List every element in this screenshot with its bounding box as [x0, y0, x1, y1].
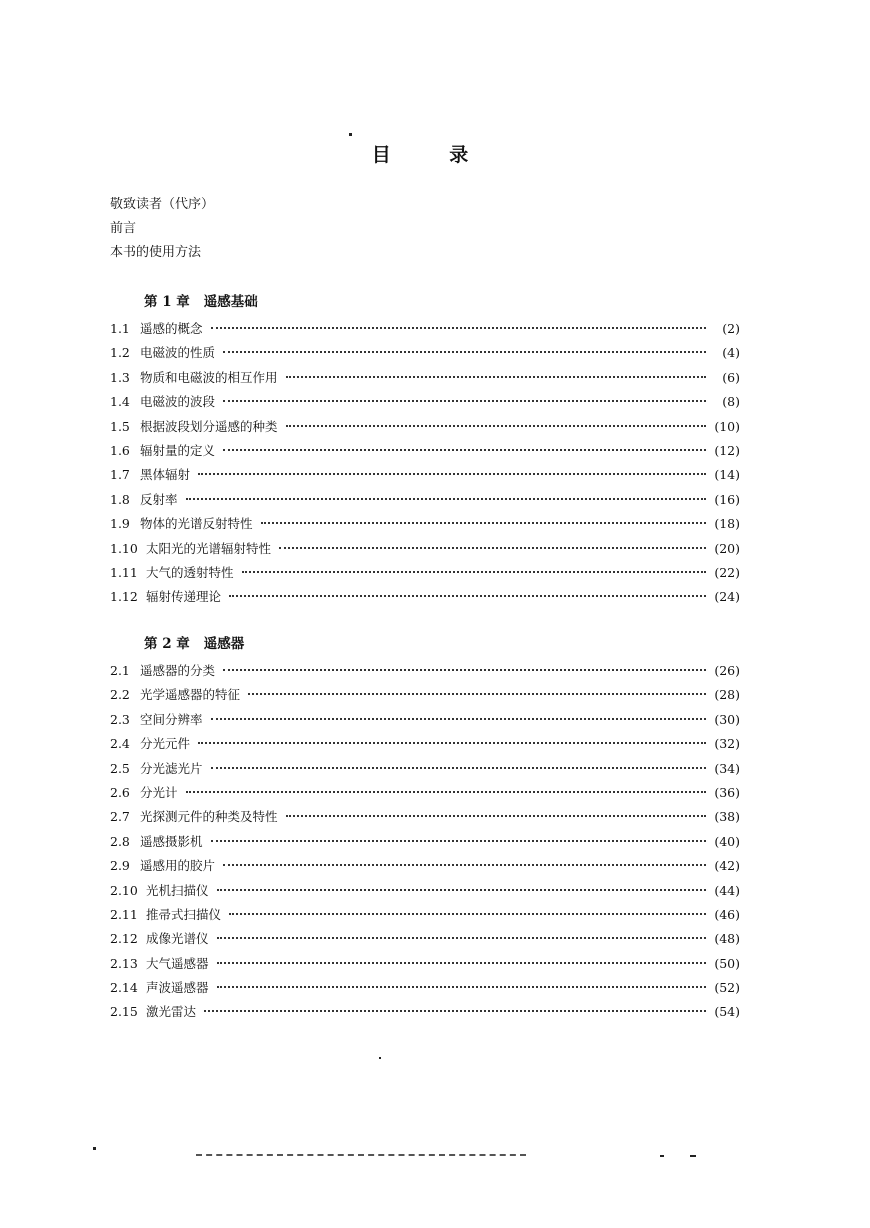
entry-number: 2.10 [110, 882, 138, 898]
entry-page: (54) [714, 1004, 740, 1020]
entry-title: 推帚式扫描仪 [146, 906, 222, 922]
scan-speck [349, 133, 352, 136]
entry-page: (30) [714, 711, 740, 727]
toc-entry[interactable] [110, 317, 740, 341]
entry-title: 成像光谱仪 [146, 931, 209, 947]
dot-leader [223, 351, 706, 353]
entry-page: (14) [714, 467, 740, 483]
dot-leader [211, 767, 706, 769]
entry-page: (2) [722, 321, 740, 336]
entry-title: 反射率 [140, 491, 178, 507]
entry-number: 1.10 [110, 540, 138, 556]
toc-entry[interactable] [110, 781, 740, 805]
entry-title: 辐射传递理论 [146, 589, 222, 605]
toc-entry[interactable] [110, 830, 740, 854]
dot-leader [217, 986, 706, 988]
dot-leader [223, 864, 706, 866]
entry-title: 电磁波的性质 [140, 345, 216, 361]
entry-number: 1.8 [110, 491, 130, 507]
toc-entry[interactable] [110, 805, 740, 829]
dot-leader [198, 742, 706, 744]
entry-title: 光机扫描仪 [146, 882, 209, 898]
entry-title: 辐射量的定义 [140, 442, 216, 458]
toc-entry[interactable] [110, 512, 740, 536]
chapter-heading [110, 632, 740, 656]
entry-page: (36) [714, 784, 740, 800]
entry-title: 遥感器的分类 [140, 663, 216, 678]
dot-leader [279, 547, 706, 549]
entry-number: 1.5 [110, 418, 130, 434]
chapter-title: 遥感基础 [203, 294, 258, 310]
entry-title: 电磁波的波段 [140, 394, 216, 410]
entry-number: 2.9 [110, 858, 130, 874]
entry-number: 2.8 [110, 833, 130, 849]
entry-number: 2.14 [110, 980, 138, 996]
dot-leader [229, 595, 706, 597]
toc-entry[interactable] [110, 1000, 740, 1024]
entry-title: 分光元件 [140, 736, 191, 752]
dot-leader [242, 571, 706, 573]
entry-page: (44) [714, 882, 740, 898]
scan-speck [660, 1155, 664, 1157]
entry-number: 1.7 [110, 467, 130, 483]
entry-number: 2.4 [110, 736, 130, 752]
chapter-1-section [110, 290, 740, 610]
front-matter-item[interactable]: 前言 [110, 221, 137, 236]
toc-entry[interactable] [110, 415, 740, 439]
entry-title: 根据波段划分遥感的种类 [140, 418, 278, 434]
dot-leader [217, 937, 706, 939]
entry-title: 激光雷达 [146, 1004, 197, 1020]
entry-number: 1.6 [110, 442, 130, 458]
entry-page: (6) [722, 369, 740, 385]
toc-entry[interactable] [110, 732, 740, 756]
dot-leader [286, 815, 706, 817]
entry-number: 1.1 [110, 321, 130, 336]
entry-page: (18) [714, 516, 740, 532]
entry-title: 光探测元件的种类及特性 [140, 809, 278, 825]
chapter-heading [110, 290, 740, 314]
scan-speck [690, 1155, 696, 1157]
front-matter-list [110, 193, 510, 265]
entry-number: 2.5 [110, 760, 130, 776]
scan-speck [379, 1057, 381, 1059]
entry-number: 1.4 [110, 394, 130, 410]
dot-leader [186, 791, 706, 793]
entry-number: 1.2 [110, 345, 130, 361]
entry-title: 物质和电磁波的相互作用 [140, 369, 278, 385]
entry-page: (26) [714, 663, 740, 678]
toc-entry[interactable] [110, 488, 740, 512]
entry-number: 2.1 [110, 663, 130, 678]
scan-speck [93, 1147, 96, 1150]
toc-entry[interactable] [110, 439, 740, 463]
chapter-title: 遥感器 [203, 636, 245, 652]
entry-title: 物体的光谱反射特性 [140, 516, 253, 532]
toc-entry[interactable] [110, 903, 740, 927]
entry-page: (10) [714, 418, 740, 434]
entry-page: (48) [714, 931, 740, 947]
entry-number: 2.3 [110, 711, 130, 727]
dot-leader [286, 425, 706, 427]
entry-page: (34) [714, 760, 740, 776]
entry-page: (12) [714, 442, 740, 458]
toc-entry[interactable] [110, 952, 740, 976]
chapter-label: 第 2 章 [144, 636, 190, 652]
entry-number: 2.11 [110, 906, 138, 922]
toc-entry[interactable] [110, 561, 740, 585]
dot-leader [211, 840, 706, 842]
entry-page: (20) [714, 540, 740, 556]
dot-leader [186, 498, 706, 500]
dot-leader [229, 913, 706, 915]
entry-number: 2.13 [110, 955, 138, 971]
entry-number: 2.6 [110, 784, 130, 800]
chapter-label: 第 1 章 [144, 294, 190, 310]
dot-leader [261, 522, 706, 524]
dot-leader [217, 889, 706, 891]
entry-page: (50) [714, 955, 740, 971]
entry-page: (38) [714, 809, 740, 825]
dot-leader [217, 962, 706, 964]
entry-number: 1.3 [110, 369, 130, 385]
page-title: 目 录 [371, 144, 495, 166]
entry-page: (32) [714, 736, 740, 752]
entry-title: 声波遥感器 [146, 980, 209, 996]
entry-title: 空间分辨率 [140, 711, 203, 727]
toc-entry[interactable] [110, 585, 740, 609]
toc-entry[interactable] [110, 708, 740, 732]
entry-page: (46) [714, 906, 740, 922]
front-matter-item[interactable]: 本书的使用方法 [110, 245, 202, 260]
entry-page: (28) [714, 687, 740, 703]
entry-number: 2.15 [110, 1004, 138, 1020]
entry-title: 遥感摄影机 [140, 833, 203, 849]
entry-title: 光学遥感器的特征 [140, 687, 241, 703]
entry-page: (22) [714, 564, 740, 580]
entry-page: (4) [722, 345, 740, 361]
scan-artifact-line [196, 1152, 526, 1156]
entry-number: 1.12 [110, 589, 138, 605]
entry-title: 大气的透射特性 [146, 564, 234, 580]
entry-number: 2.12 [110, 931, 138, 947]
toc-entry[interactable] [110, 366, 740, 390]
front-matter-item[interactable]: 敬致读者（代序） [110, 197, 215, 212]
entry-page: (52) [714, 980, 740, 996]
toc-entry[interactable] [110, 854, 740, 878]
entry-number: 1.11 [110, 564, 138, 580]
toc-entry[interactable] [110, 537, 740, 561]
entry-page: (42) [714, 858, 740, 874]
dot-leader [223, 669, 706, 671]
entry-number: 2.7 [110, 809, 130, 825]
dot-leader [286, 376, 706, 378]
dot-leader [211, 327, 706, 329]
toc-entry[interactable] [110, 390, 740, 414]
toc-entry[interactable] [110, 927, 740, 951]
entry-title: 遥感用的胶片 [140, 858, 216, 874]
dot-leader [223, 449, 706, 451]
chapter-2-section [110, 632, 740, 1025]
entry-page: (24) [714, 589, 740, 605]
toc-entry[interactable] [110, 659, 740, 683]
dot-leader [211, 718, 706, 720]
entry-page: (16) [714, 491, 740, 507]
toc-entry[interactable] [110, 757, 740, 781]
entry-page: (40) [714, 833, 740, 849]
entry-title: 大气遥感器 [146, 955, 209, 971]
dot-leader [198, 473, 706, 475]
dot-leader [248, 693, 706, 695]
toc-entry[interactable] [110, 976, 740, 1000]
entry-number: 1.9 [110, 516, 130, 532]
toc-entry[interactable] [110, 463, 740, 487]
entry-title: 遥感的概念 [140, 321, 203, 336]
toc-entry[interactable] [110, 341, 740, 365]
toc-entry[interactable] [110, 879, 740, 903]
entry-title: 分光计 [140, 784, 178, 800]
entry-title: 黑体辐射 [140, 467, 191, 483]
toc-entry[interactable] [110, 683, 740, 707]
dot-leader [223, 400, 706, 402]
entry-title: 太阳光的光谱辐射特性 [146, 540, 272, 556]
entry-title: 分光滤光片 [140, 760, 203, 776]
entry-number: 2.2 [110, 687, 130, 703]
dot-leader [204, 1010, 706, 1012]
entry-page: (8) [722, 394, 740, 410]
